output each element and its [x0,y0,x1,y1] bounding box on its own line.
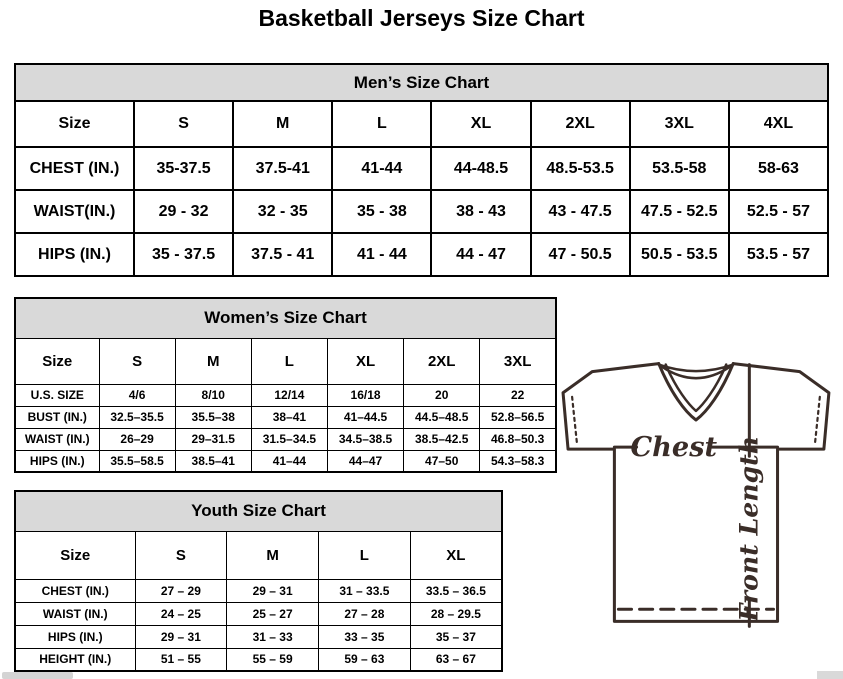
womens-header-row [15,338,556,384]
right-cuff-dashed-line [815,397,820,445]
measurement-row-label: U.S. SIZE [15,384,99,406]
size-value-cell: 20 [404,384,480,406]
youth-measurement-row [15,625,502,648]
scrollbar-fragment-right[interactable] [817,671,843,679]
size-value-cell: 33.5 – 36.5 [410,579,502,602]
womens-measurement-row [15,406,556,428]
measurement-row-label: HIPS (IN.) [15,233,134,276]
mens-header-xl: XL [431,101,530,147]
size-value-cell: 38 - 43 [431,190,530,233]
measurement-row-label: WAIST (IN.) [15,602,135,625]
size-value-cell: 29 - 32 [134,190,233,233]
womens-header-l: L [251,338,327,384]
size-value-cell: 48.5-53.5 [531,147,630,190]
youth-header-row [15,531,502,579]
size-value-cell: 41–44 [251,450,327,472]
size-value-cell: 27 – 29 [135,579,227,602]
size-value-cell: 26–29 [99,428,175,450]
jersey-diagram-svg [558,358,843,633]
size-value-cell: 33 – 35 [319,625,411,648]
measurement-row-label: CHEST (IN.) [15,147,134,190]
size-value-cell: 35 - 37.5 [134,233,233,276]
youth-measurement-row [15,648,502,671]
size-value-cell: 41 - 44 [332,233,431,276]
size-value-cell: 38.5–41 [175,450,251,472]
measurement-row-label: BUST (IN.) [15,406,99,428]
womens-header-3xl: 3XL [480,338,556,384]
size-value-cell: 25 – 27 [227,602,319,625]
left-cuff-dashed-line [572,397,577,445]
size-value-cell: 52.5 - 57 [729,190,828,233]
size-value-cell: 12/14 [251,384,327,406]
size-value-cell: 4/6 [99,384,175,406]
mens-header-4xl: 4XL [729,101,828,147]
size-value-cell: 29 – 31 [227,579,319,602]
mens-header-row [15,101,828,147]
youth-measurement-row [15,579,502,602]
mens-header-s: S [134,101,233,147]
size-value-cell: 24 – 25 [135,602,227,625]
womens-header-size-label: Size [15,338,99,384]
mens-header-l: L [332,101,431,147]
youth-title-row [15,491,502,531]
womens-header-m: M [175,338,251,384]
size-value-cell: 46.8–50.3 [480,428,556,450]
size-value-cell: 35 - 38 [332,190,431,233]
measurement-row-label: CHEST (IN.) [15,579,135,602]
size-value-cell: 16/18 [327,384,403,406]
youth-measurement-row [15,602,502,625]
measurement-row-label: WAIST (IN.) [15,428,99,450]
size-value-cell: 54.3–58.3 [480,450,556,472]
size-value-cell: 28 – 29.5 [410,602,502,625]
size-value-cell: 51 – 55 [135,648,227,671]
size-value-cell: 47 - 50.5 [531,233,630,276]
measurement-row-label: HEIGHT (IN.) [15,648,135,671]
measurement-row-label: HIPS (IN.) [15,625,135,648]
size-value-cell: 44–47 [327,450,403,472]
size-value-cell: 22 [480,384,556,406]
measurement-row-label: HIPS (IN.) [15,450,99,472]
size-value-cell: 44-48.5 [431,147,530,190]
size-value-cell: 58-63 [729,147,828,190]
size-value-cell: 32.5–35.5 [99,406,175,428]
front-length-label: Front Length [733,435,764,622]
size-value-cell: 44.5–48.5 [404,406,480,428]
mens-header-size-label: Size [15,101,134,147]
size-value-cell: 32 - 35 [233,190,332,233]
size-value-cell: 31 – 33 [227,625,319,648]
size-value-cell: 29 – 31 [135,625,227,648]
womens-header-2xl: 2XL [404,338,480,384]
womens-measurement-row [15,428,556,450]
youth-header-size-label: Size [15,531,135,579]
chest-label: Chest [630,431,718,464]
size-value-cell: 47–50 [404,450,480,472]
size-value-cell: 53.5-58 [630,147,729,190]
size-value-cell: 34.5–38.5 [327,428,403,450]
mens-table-title: Men’s Size Chart [15,64,828,101]
size-value-cell: 38.5–42.5 [404,428,480,450]
womens-size-table [14,297,557,473]
jersey-measurement-diagram [558,358,843,633]
womens-header-s: S [99,338,175,384]
page-title: Basketball Jerseys Size Chart [258,5,585,31]
youth-header-m: M [227,531,319,579]
youth-header-xl: XL [410,531,502,579]
mens-header-3xl: 3XL [630,101,729,147]
measurement-row-label: WAIST(IN.) [15,190,134,233]
youth-size-table [14,490,503,672]
size-value-cell: 52.8–56.5 [480,406,556,428]
size-value-cell: 55 – 59 [227,648,319,671]
size-value-cell: 27 – 28 [319,602,411,625]
size-value-cell: 37.5-41 [233,147,332,190]
mens-title-row [15,64,828,101]
size-value-cell: 41–44.5 [327,406,403,428]
scrollbar-fragment-left[interactable] [2,672,73,679]
size-value-cell: 35 – 37 [410,625,502,648]
size-value-cell: 43 - 47.5 [531,190,630,233]
womens-title-row [15,298,556,338]
womens-measurement-row [15,450,556,472]
size-value-cell: 31 – 33.5 [319,579,411,602]
size-value-cell: 47.5 - 52.5 [630,190,729,233]
size-value-cell: 59 – 63 [319,648,411,671]
youth-table-title: Youth Size Chart [15,491,502,531]
mens-header-m: M [233,101,332,147]
size-value-cell: 29–31.5 [175,428,251,450]
mens-measurement-row [15,190,828,233]
size-value-cell: 31.5–34.5 [251,428,327,450]
womens-table-title: Women’s Size Chart [15,298,556,338]
size-value-cell: 35-37.5 [134,147,233,190]
mens-header-2xl: 2XL [531,101,630,147]
womens-measurement-row [15,384,556,406]
size-value-cell: 50.5 - 53.5 [630,233,729,276]
size-value-cell: 8/10 [175,384,251,406]
mens-measurement-row [15,147,828,190]
mens-size-table [14,63,829,277]
size-value-cell: 41-44 [332,147,431,190]
size-value-cell: 63 – 67 [410,648,502,671]
size-value-cell: 35.5–58.5 [99,450,175,472]
youth-header-s: S [135,531,227,579]
size-value-cell: 53.5 - 57 [729,233,828,276]
size-value-cell: 35.5–38 [175,406,251,428]
jersey-outline [563,364,829,622]
youth-header-l: L [319,531,411,579]
size-value-cell: 37.5 - 41 [233,233,332,276]
mens-measurement-row [15,233,828,276]
size-value-cell: 44 - 47 [431,233,530,276]
size-value-cell: 38–41 [251,406,327,428]
womens-header-xl: XL [327,338,403,384]
